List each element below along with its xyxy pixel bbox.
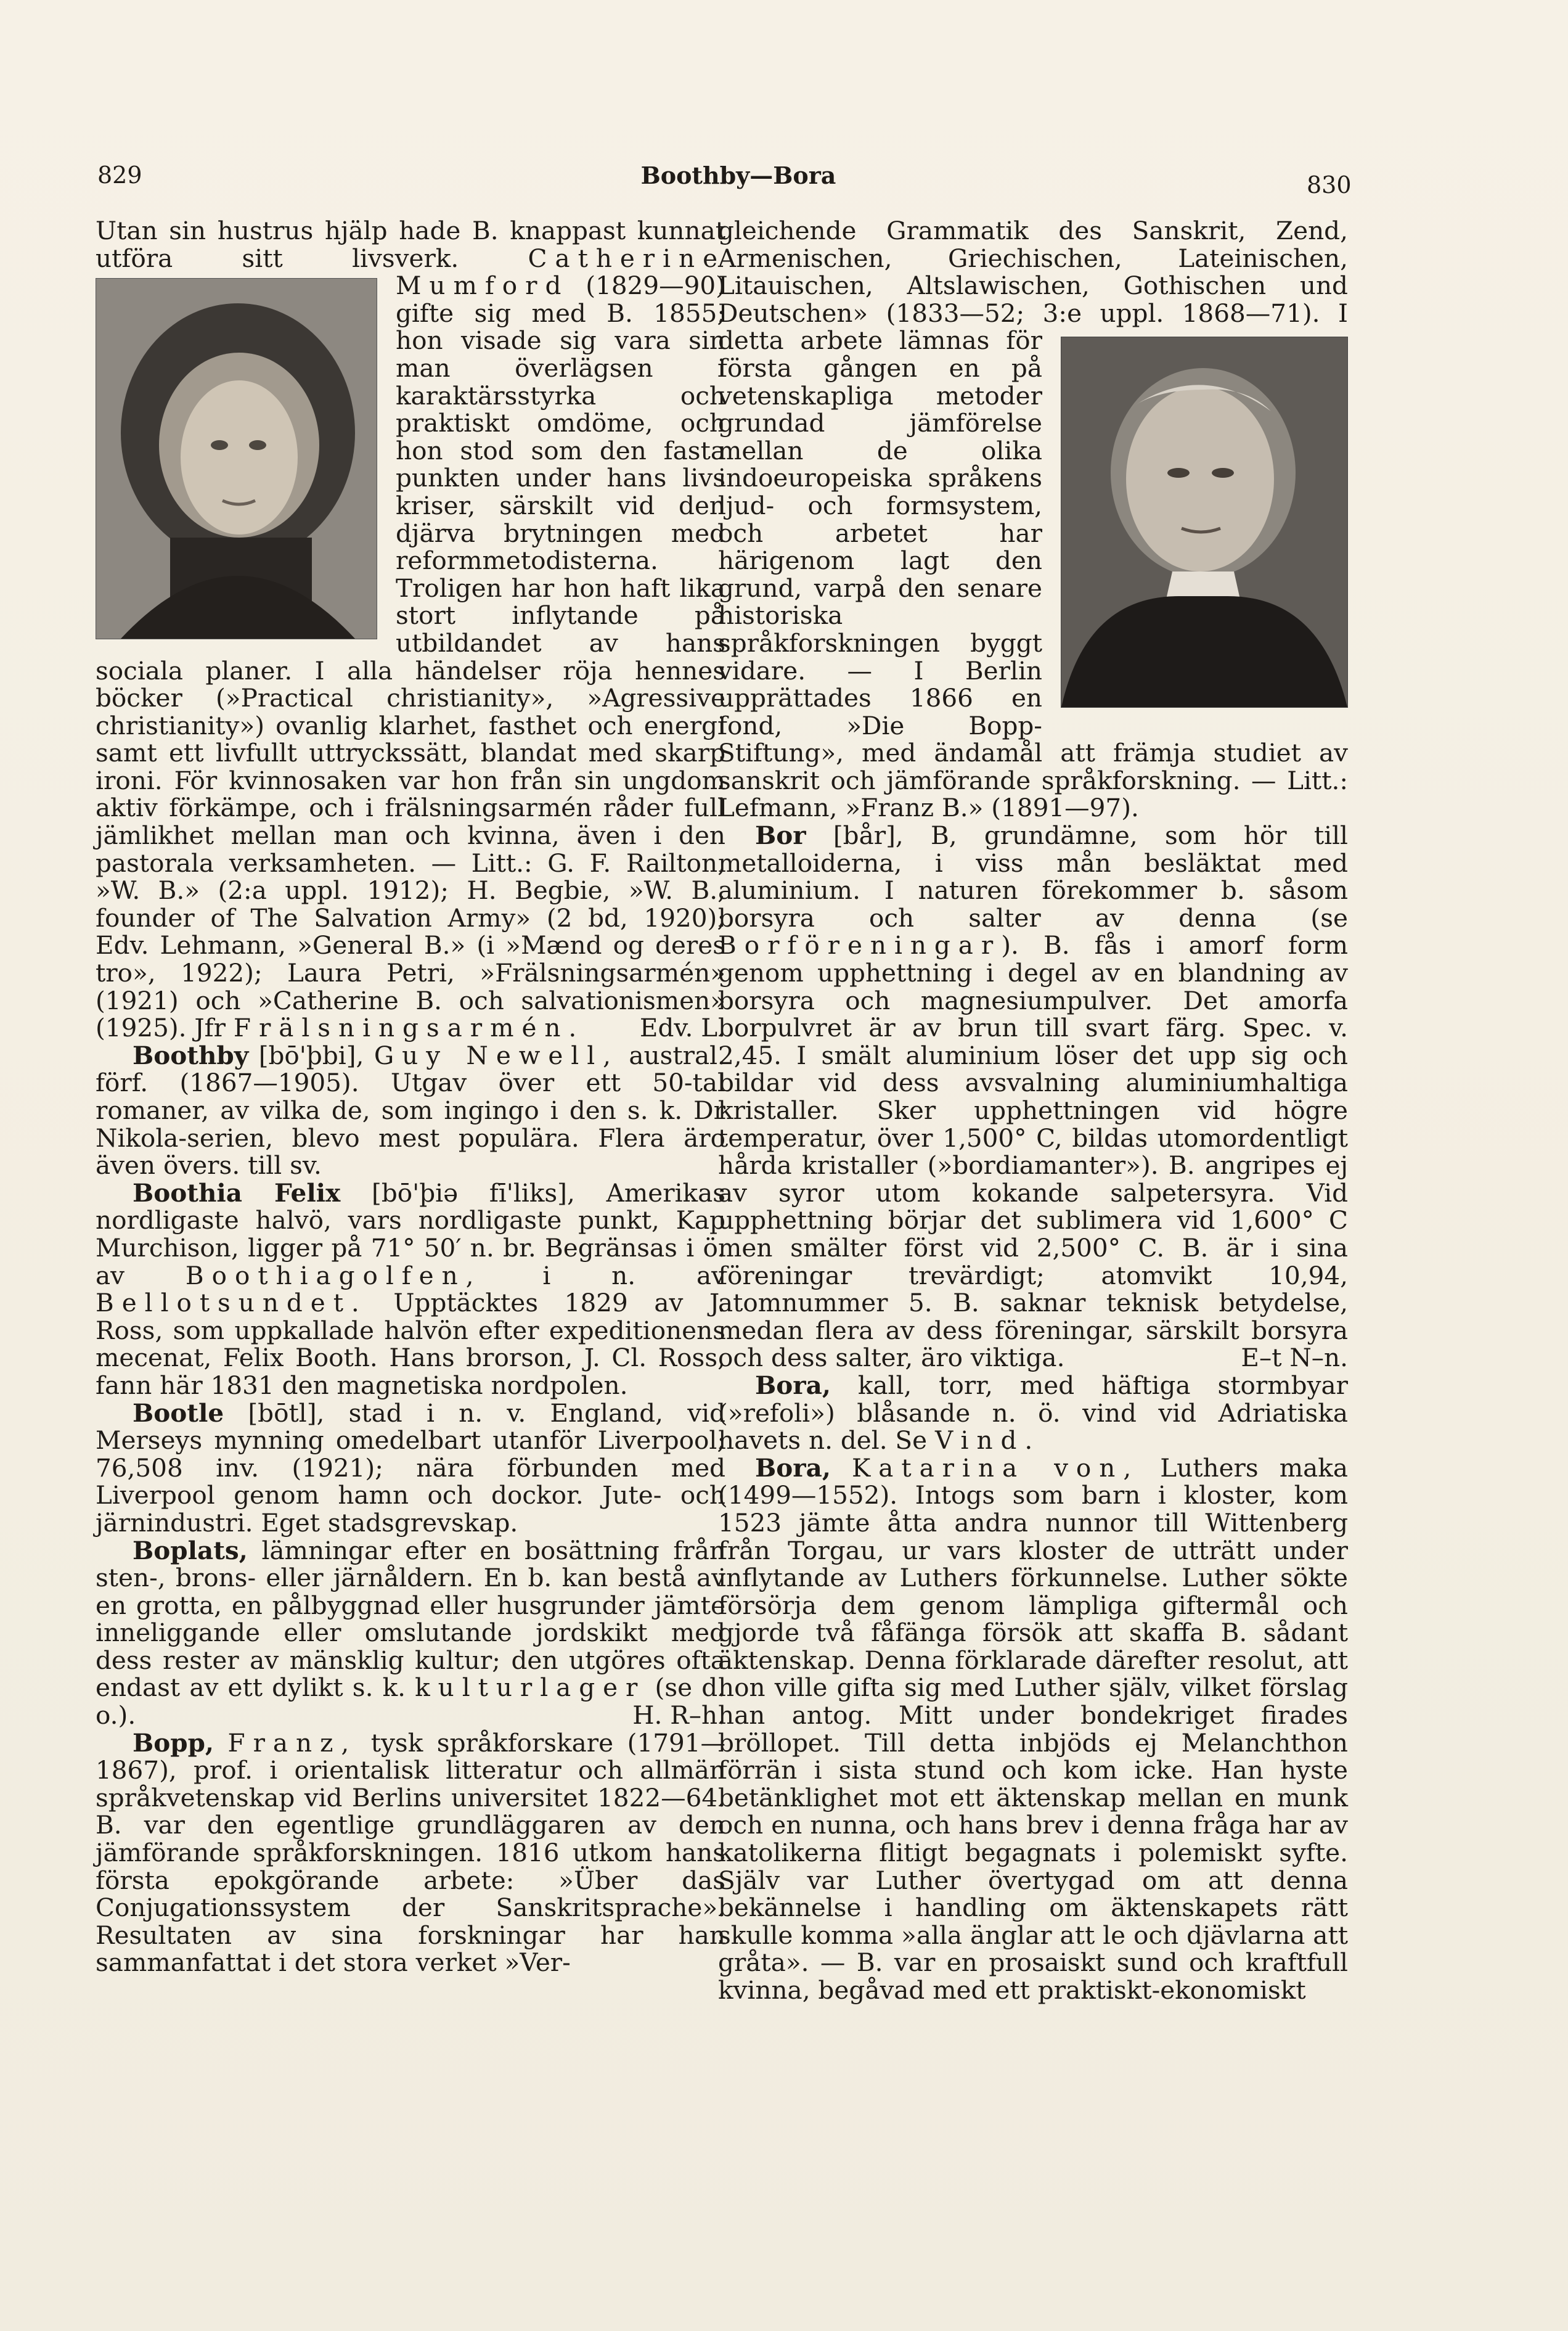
article-bora-wind (718, 1372, 1348, 1454)
text-run: gleichende Grammatik des Sanskrit, Zend, Armenischen, Griechischen, Lateinischen, Litauischen, Altslawischen, Gothischen und Deutschen» (1833—52; 3:e uppl. 1868—71). (718, 216, 1348, 328)
cross-reference: Vind. (935, 1425, 1041, 1456)
headword: Bora, (755, 1370, 831, 1400)
portrait-franz-bopp (1061, 337, 1348, 708)
headword: Bopp, (133, 1727, 214, 1758)
article-katarina-von-bora (718, 1454, 1348, 2004)
headword: Boothby (133, 1040, 249, 1070)
text-run: I detta arbete lämnas för första gången en på vetenskapliga metoder grundad jämförelse mellan de olika indoeuropeiska språkens ljud- och formsystem, och arbetet har härigenom lagt den grund, varpå den senare historiska språkforskningen byggt vidare. — I Berlin upprättades 1866 en fond, »Die Bopp-Stiftung», med ändamål att främja studiet av sanskrit och jämförande språkforskning. — Litt.: Lefmann, »Franz B.» (1891—97). (718, 298, 1348, 823)
page-number-left: 829 (97, 162, 142, 189)
text-run: Utan sin hustrus hjälp hade B. knappast kunnat utföra sitt livsverk. (96, 216, 725, 273)
author-signature: H. R–h. (632, 1700, 725, 1731)
person-name: Catherine Mumford (396, 243, 726, 301)
article-bopp-continued (718, 217, 1348, 822)
article-boplats (96, 1537, 725, 1729)
text-run: tysk språkforskare (1791—1867), prof. i orientalisk litteratur och allmän språkvetenskap vid Berlins universitet 1822—64. B. var den egentlige grundläggaren av den jämförande språkforskningen. 1816 utkom hans första epokgörande arbete: »Über das Conjugationssystem der Sanskritsprache». Resultaten av sina forskningar har han sammanfattat i det stora verket »Ver- (96, 1727, 726, 1978)
portrait-image (96, 279, 377, 639)
pronunciation: [bō'þbi], (258, 1040, 364, 1070)
cross-reference: kulturlager (415, 1673, 646, 1703)
article-bootle (96, 1399, 725, 1537)
cross-reference: Borföreningar (718, 930, 1002, 961)
person-name: Guy Newell, (374, 1040, 619, 1070)
page-number-right: 830 (1307, 171, 1352, 199)
cross-reference: Frälsningsarmén. (233, 1013, 585, 1043)
cross-reference: Boothiagolfen, (185, 1260, 482, 1290)
headword: Bootle (133, 1398, 224, 1428)
running-head: Boothby—Bora (640, 162, 836, 189)
text-run: austral. förf. (1867—1905). Utgav över ett 50-tal romaner, av vilka de, som ingingo i den s. k. Dr Nikola-serien, blevo mest populära. Flera äro även övers. till sv. (96, 1040, 726, 1181)
text-run: (se d. o.). (96, 1673, 726, 1731)
author-signature: Edv. L. (639, 1013, 725, 1043)
text-run: [bōtl], stad i n. v. England, vid Merseys mynning omedelbart utanför Liverpool; 76,508 inv. (1921); nära förbunden med Liverpool genom hamn och dockor. Jute- och järnindustri. Eget stadsgrevskap. (96, 1398, 726, 1538)
article-boothby (96, 1042, 725, 1179)
text-run: ). B. fås i amorf form genom upphettning i degel av en blandning av borsyra och magnesiumpulver. Det amorfa borpulvret är av brun till svart färg. Spec. v. 2,45. I smält aluminium löser det upp sig och bildar vid dess avsvalning aluminiumhaltiga kristaller. Sker upphettningen vid högre temperatur, över 1,500° C, bildas utomordentligt hårda kristaller (»bordiamanter»). B. angripes ej av syror utom kokande salpetersyra. Vid upphettning börjar det sublimera vid 1,600° C men smälter först vid 2,500° C. B. är i sina föreningar trevärdigt; atomvikt 10,94, atomnummer 5. B. saknar teknisk betydelse, medan flera av dess föreningar, särskilt borsyra och dess salter, äro viktiga. (718, 930, 1348, 1373)
text-run: Luthers maka (1499—1552). Intogs som barn i kloster, kom 1523 jämte åtta andra nunnor till Wittenberg från Torgau, ur vars kloster de utträtt under inflytande av Luthers förkunnelse. Luther sökte försörja dem genom lämpliga giftermål och gjorde två fåfänga försök att skaffa B. sådant äktenskap. Denna förklarade därefter resolut, att hon ville gifta sig med Luther själv, vilket förslag han antog. Mitt under bondekriget firades bröllopet. Till detta inbjöds ej Melanchthon förrän i sista stund och kom icke. Han hyste betänklighet mot ett äktenskap mellan en munk och en nunna, och hans brev i denna fråga har av katolikerna flitigt begagnats i polemiskt syfte. Själv var Luther övertygad om att denna bekännelse i handling om äktenskapets rätt skulle komma »alla änglar att le och djävlarna att gråta». — B. var en prosaiskt sund och kraftfull kvinna, begåvad med ett praktiskt-ekonomiskt (718, 1452, 1348, 2005)
left-column (96, 217, 725, 1977)
text-run: (1829—90) gifte sig med B. 1855; hon visade sig vara sin man överlägsen i karaktärsstyrka och praktiskt omdöme, och hon stod som den fasta punkten under hans livs kriser, särskilt vid den djärva brytningen med reformmetodisterna. Troligen har hon haft lika stort inflytande på utbildandet av hans sociala planer. I alla händelser röja hennes böcker (»Practical christianity», »Agressive christianity») ovanlig klarhet, fasthet och energi samt ett livfullt uttryckssätt, blandat med skarp ironi. För kvinnosaken var hon från sin ungdom aktiv förkämpe, och i frälsningsarmén råder full jämlikhet mellan man och kvinna, även i den pastorala verksamheten. — Litt.: G. F. Railton, »W. B.» (2:a uppl. 1912); H. Begbie, »W. B., founder of The Salvation Army» (2 bd, 1920); Edv. Lehmann, »General B.» (i »Mænd og deres tro», 1922); Laura Petri, »Frälsningsarmén» (1921) och »Catherine B. och salvationismen» (1925). Jfr (96, 271, 725, 1043)
article-bopp (96, 1729, 725, 1977)
article-bor (718, 822, 1348, 1372)
text-run: i n. av (542, 1260, 726, 1290)
headword: Bora, (755, 1452, 831, 1483)
text-run: [bår], B, grundämne, som hör till metalloiderna, i viss mån besläktat med aluminium. I naturen förekommer b. såsom borsyra och salter av denna (se (718, 821, 1349, 933)
text-run: Upptäcktes 1829 av J. Ross, som uppkallade halvön efter expeditionens mecenat, Felix Booth. Hans brorson, J. Cl. Ross, fann här 1831 den magnetiska nordpolen. (96, 1288, 725, 1400)
portrait-catherine-booth (96, 278, 377, 639)
headword: Boplats, (133, 1535, 248, 1565)
headword: Boothia Felix (133, 1178, 341, 1208)
article-boothia-felix (96, 1179, 725, 1399)
headword: Bor (755, 821, 806, 851)
text-run: [bō'þiə fī'liks], Amerikas nordligaste halvö, vars nordligaste punkt, Kap Murchison, ligger på 71° 50′ n. br. Begränsas i ö. av (96, 1178, 725, 1290)
author-signature: E–t N–n. (1241, 1343, 1348, 1373)
person-name: Franz, (227, 1727, 357, 1758)
text-run: kall, torr, med häftiga stormbyar (»refoli») blåsande n. ö. vind vid Adriatiska havets n. del. Se (718, 1370, 1348, 1456)
portrait-image (1061, 337, 1347, 707)
person-name: Katarina von, (852, 1452, 1140, 1483)
cross-reference: Bellotsundet. (96, 1288, 367, 1318)
right-column (718, 217, 1348, 2004)
text-run: lämningar efter en bosättning från sten-, brons- eller järnåldern. En b. kan bestå av en grotta, en pålbyggnad eller husgrunder jämte inneliggande eller omslutande jordskikt med dess rester av mänsklig kultur; den utgöres ofta endast av ett dylikt s. k. (96, 1535, 726, 1703)
article-catherine-booth (96, 217, 725, 1042)
